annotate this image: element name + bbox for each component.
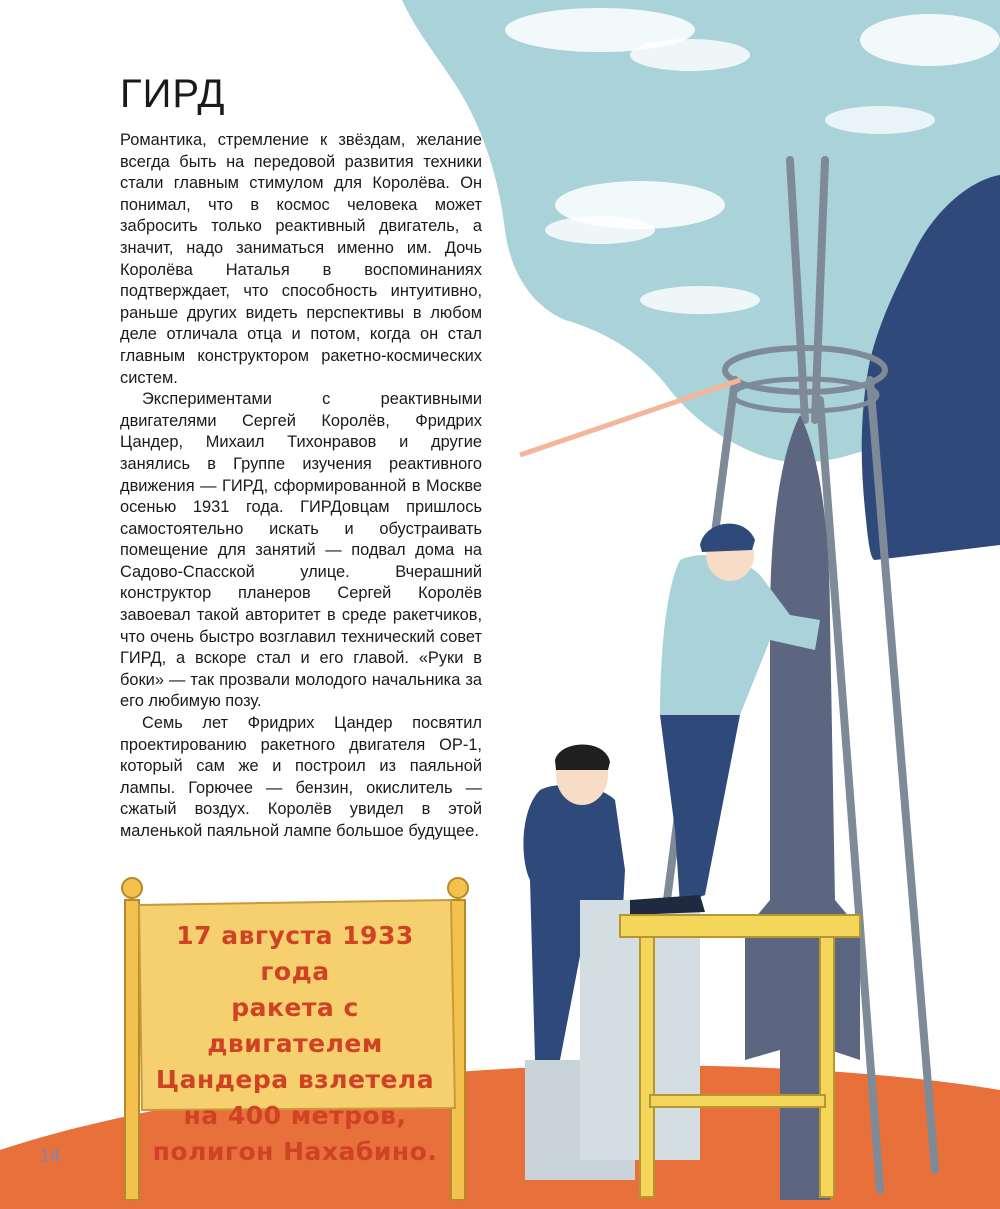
- sign-line: полигон Нахабино.: [152, 1137, 438, 1166]
- article-body: [120, 130, 482, 843]
- sign-line: на 400 метров,: [183, 1101, 407, 1130]
- sign-line: Цандера взлетела: [155, 1065, 435, 1094]
- page-number: 14: [40, 1146, 61, 1166]
- paragraph: Экспериментами с реактивными двигателями Сергей Королёв, Фридрих Цандер, Михаил Тихонравов и другие занялись в Группе изучения реактивного движения — ГИРД, сформированной в Москве осенью 1931 года. ГИРДовцам пришлось самостоятельно искать и обустраивать помещение для занятий — подвал дома на Садово-Спасской улице. Вчерашний конструктор планеров Сергей Королёв завоевал такой авторитет в среде ракетчиков, что очень быстро возглавил технический совет ГИРД, а вскоре стал и его главой. «Руки в боки» — так прозвали молодого начальника за его любимую позу.: [120, 390, 482, 711]
- sign-line: ракета с двигателем: [207, 993, 383, 1058]
- paragraph: Романтика, стремление к звёздам, желание всегда быть на передовой развития техники стали главным стимулом для Королёва. Он понимал, что в космос человека может забросить только реактивный двигатель, а значит, надо заниматься именно им. Дочь Королёва Наталья в воспоминаниях подтверждает, что способность интуитивно, раньше других видеть перспективы в любом деле отличала отца и потом, когда он стал главным конструктором ракетно-космических систем.: [120, 131, 482, 387]
- page-title: ГИРД: [120, 72, 226, 116]
- sign-caption: [140, 918, 450, 1170]
- paragraph: Семь лет Фридрих Цандер посвятил проектированию ракетного двигателя ОР-1, который сам же и построил из паяльной лампы. Горючее — бензин, окислитель — сжатый воздух. Королёв увидел в этой маленькой паяльной лампе большое будущее.: [120, 714, 482, 840]
- sign-line: 17 августа 1933 года: [176, 921, 414, 986]
